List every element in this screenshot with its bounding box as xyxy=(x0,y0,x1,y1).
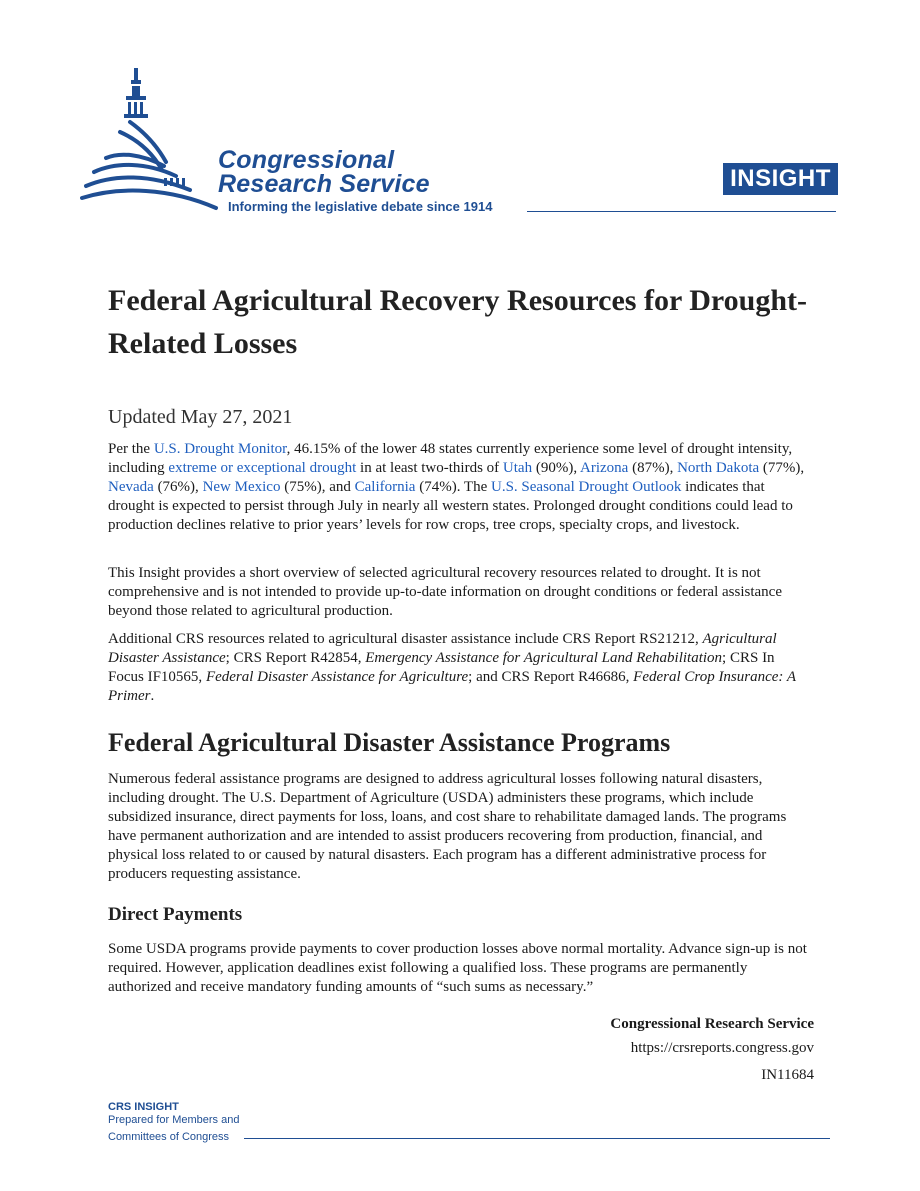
footer-line2: Committees of Congress xyxy=(108,1131,230,1143)
link-california[interactable]: California xyxy=(354,479,416,495)
link-utah[interactable]: Utah xyxy=(502,460,533,476)
page-title: Federal Agricultural Recovery Resources for Drought-Related Losses xyxy=(108,284,808,360)
overview-paragraph: This Insight provides a short overview of selected agricultural recovery resources related to drought. It is not comprehensive and is not intended to provide up-to-date information on drought conditions or federal assistance beyond those related to agricultural production. xyxy=(108,565,782,619)
intro-paragraph: Per the U.S. Drought Monitor, 46.15% of the lower 48 states currently experience some level of drought intensity, including extreme or exceptional drought in at least two-thirds of Utah (90%), Arizona (87%), North Dakota (77%), Nevada (76%), New Mexico (75%), and California (74%). The U.S. Seasonal Drought Outlook indicates that drought is expected to persist through July in nearly all western states. Prolonged drought conditions could lead to production declines relative to prior years’ levels for row crops, tree crops, specialty crops, and livestock. xyxy=(108,441,805,533)
signature-org: Congressional Research Service xyxy=(610,1016,814,1032)
assistance-programs-paragraph: Numerous federal assistance programs are designed to address agricultural losses following natural disasters, including drought. The U.S. Department of Agriculture (USDA) administers these programs, which include subsidized insurance, direct payments for loss, loans, and cost share to rehabilitate damaged lands. The programs have permanent authorization and are intended to assist producers recovering from production, financial, and physical loss related to or caused by natural disasters. Each program has a different administrative process for producers requesting assistance. xyxy=(108,771,787,882)
crs-tagline: Informing the legislative debate since 1914 xyxy=(228,199,493,214)
link-us-drought-monitor[interactable]: U.S. Drought Monitor xyxy=(153,441,287,457)
updated-date: Updated May 27, 2021 xyxy=(108,406,293,428)
link-arizona[interactable]: Arizona xyxy=(580,460,629,476)
capitol-dome-logo-icon xyxy=(80,66,220,216)
footer-line1: Prepared for Members and xyxy=(108,1114,240,1126)
direct-payments-paragraph: Some USDA programs provide payments to cover production losses above normal mortality. Advance sign-up is not required. However, application deadlines exist following a qualified loss. These programs are permanently authorized and receive mandatory funding amounts of “such sums as necessary.” xyxy=(108,941,807,995)
link-seasonal-drought-outlook[interactable]: U.S. Seasonal Drought Outlook xyxy=(491,479,682,495)
report-id: IN11684 xyxy=(761,1067,814,1083)
footer-rule xyxy=(244,1138,830,1139)
link-north-dakota[interactable]: North Dakota xyxy=(677,460,760,476)
link-extreme-exceptional-drought[interactable]: extreme or exceptional drought xyxy=(168,460,357,476)
masthead-rule xyxy=(527,211,836,212)
signature-url[interactable]: https://crsreports.congress.gov xyxy=(630,1040,814,1056)
insight-badge: INSIGHT xyxy=(723,163,838,195)
footer-label: CRS INSIGHT xyxy=(108,1101,179,1113)
crs-name-line1: Congressional xyxy=(218,146,395,174)
section-heading: Federal Agricultural Disaster Assistance Programs xyxy=(108,728,671,757)
crs-name-line2: Research Service xyxy=(218,170,430,198)
link-new-mexico[interactable]: New Mexico xyxy=(202,479,281,495)
subsection-heading: Direct Payments xyxy=(108,904,243,925)
link-nevada[interactable]: Nevada xyxy=(108,479,154,495)
additional-resources-paragraph: Additional CRS resources related to agricultural disaster assistance include CRS Report RS21212, Agricultural Disaster Assistance; CRS Report R42854, Emergency Assistance for Agricultural Land Rehabilitation; CRS In Focus IF10565, Federal Disaster Assistance for Agriculture; and CRS Report R46686, Federal Crop Insurance: A Primer. xyxy=(108,631,796,704)
